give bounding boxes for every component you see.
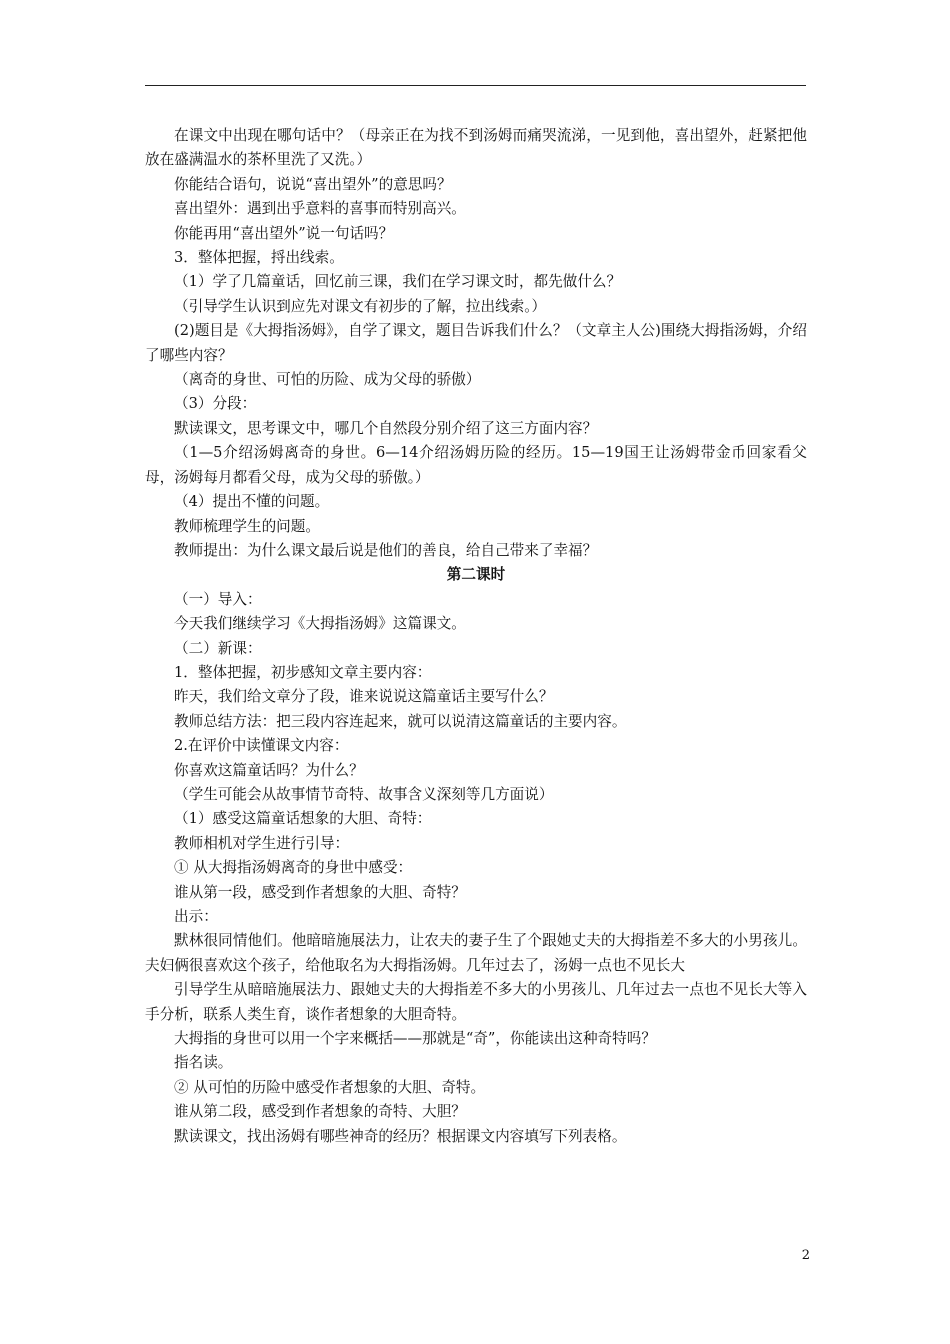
- paragraph: 谁从第二段，感受到作者想象的奇特、大胆？: [174, 1103, 466, 1121]
- paragraph: 默读课文，思考课文中，哪几个自然段分别介绍了这三方面内容？: [174, 419, 598, 437]
- paragraph: 2.在评价中读懂课文内容：: [174, 737, 349, 755]
- section-heading: 第二课时: [446, 566, 506, 584]
- paragraph: （1—5介绍汤姆离奇的身世。6—14介绍汤姆历险的经历。15—19国王让汤姆带金币回家看父母，汤姆每月都看父母，成为父母的骄傲。）: [145, 444, 807, 486]
- body-text: [145, 124, 807, 1149]
- paragraph: 喜出望外：遇到出乎意料的喜事而特别高兴。: [174, 200, 466, 218]
- paragraph: 你能再用“喜出望外”说一句话吗？: [174, 224, 394, 242]
- paragraph: (2)题目是《大拇指汤姆》，自学了课文，题目告诉我们什么？（文章主人公)围绕大拇指汤姆，介绍了哪些内容？: [145, 322, 807, 364]
- paragraph: （3）分段：: [174, 395, 257, 413]
- paragraph: 教师总结方法：把三段内容连起来，就可以说清这篇童话的主要内容。: [174, 712, 627, 730]
- paragraph: 在课文中出现在哪句话中？（母亲正在为找不到汤姆而痛哭流涕，一见到他，喜出望外，赶紧把他放在盛满温水的茶杯里洗了又洗。）: [145, 127, 807, 169]
- paragraph: 你喜欢这篇童话吗？为什么？: [174, 761, 364, 779]
- paragraph: 引导学生从暗暗施展法力、跟她丈夫的大拇指差不多大的小男孩儿、几年过去一点也不见长大等入手分析，联系人类生育，谈作者想象的大胆奇特。: [145, 981, 807, 1023]
- paragraph: 昨天，我们给文章分了段，谁来说说这篇童话主要写什么？: [174, 688, 554, 706]
- paragraph: 你能结合语句，说说“喜出望外”的意思吗？: [174, 175, 452, 193]
- paragraph: 3．整体把握，捋出线索。: [174, 249, 344, 267]
- paragraph: 教师梳理学生的问题。: [174, 517, 320, 535]
- paragraph: 出示：: [174, 908, 218, 925]
- paragraph: （1）学了几篇童话，回忆前三课，我们在学习课文时，都先做什么？: [174, 273, 622, 291]
- page-number: 2: [801, 1248, 810, 1263]
- paragraph: 指名读。: [174, 1054, 233, 1072]
- paragraph: （4）提出不懂的问题。: [174, 493, 330, 511]
- paragraph: 默林很同情他们。他暗暗施展法力，让农夫的妻子生了个跟她丈夫的大拇指差不多大的小男孩儿。夫妇俩很喜欢这个孩子，给他取名为大拇指汤姆。几年过去了，汤姆一点也不见长大: [145, 932, 807, 974]
- paragraph: 默读课文，找出汤姆有哪些神奇的经历？根据课文内容填写下列表格。: [174, 1127, 627, 1145]
- paragraph: 大拇指的身世可以用一个字来概括——那就是“奇”，你能读出这种奇特吗？: [174, 1030, 656, 1048]
- paragraph: （引导学生认识到应先对课文有初步的了解，拉出线索。）: [174, 297, 547, 315]
- paragraph: （一）导入：: [174, 590, 262, 608]
- paragraph: 教师相机对学生进行引导：: [174, 834, 350, 852]
- paragraph: （1）感受这篇童话想象的大胆、奇特：: [174, 810, 432, 828]
- paragraph: （二）新课：: [174, 639, 262, 657]
- paragraph: （学生可能会从故事情节奇特、故事含义深刻等几方面说）: [174, 785, 554, 803]
- paragraph: 1．整体把握，初步感知文章主要内容：: [174, 663, 432, 681]
- paragraph: ② 从可怕的历险中感受作者想象的大胆、奇特。: [174, 1078, 486, 1096]
- paragraph: （离奇的身世、可怕的历险、成为父母的骄傲）: [174, 371, 481, 389]
- paragraph: ① 从大拇指汤姆离奇的身世中感受：: [174, 859, 413, 877]
- paragraph: 谁从第一段，感受到作者想象的大胆、奇特？: [174, 883, 466, 901]
- paragraph: 今天我们继续学习《大拇指汤姆》这篇课文。: [174, 615, 466, 633]
- header-rule: [145, 85, 806, 86]
- paragraph: 教师提出：为什么课文最后说是他们的善良，给自己带来了幸福？: [174, 541, 598, 559]
